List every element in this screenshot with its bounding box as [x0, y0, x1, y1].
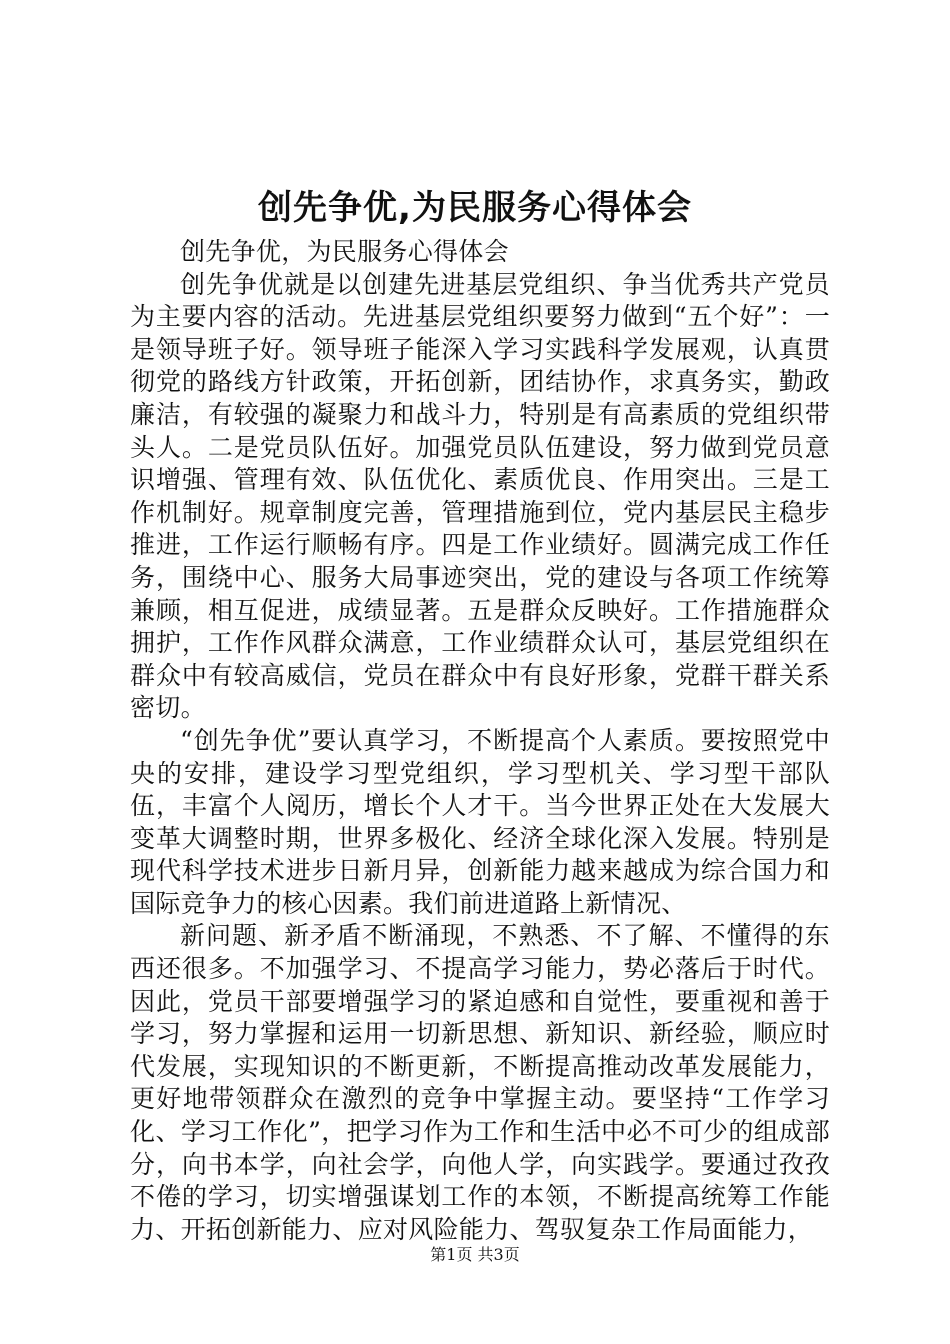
body-paragraph-3: 新问题、新矛盾不断涌现，不熟悉、不了解、不懂得的东西还很多。不加强学习、不提高学习能力，势必落后于时代。因此，党员干部要增强学习的紧迫感和自觉性，要重视和善于学习，努力掌握和运用一切新思想、新知识、新经验，顺应时代发展，实现知识的不断更新，不断提高推动改革发展能力，更好地带领群众在激烈的竞争中掌握主动。要坚持“工作学习化、学习工作化”，把学习作为工作和生活中必不可少的组成部分，向书本学，向社会学，向他人学，向实践学。要通过孜孜不倦的学习，切实增强谋划工作的本领，不断提高统筹工作能力、开拓创新能力、应对风险能力、驾驭复杂工作局面能力， [130, 921, 830, 1244]
body-paragraph-subtitle: 创先争优，为民服务心得体会 [180, 237, 509, 266]
document-title: 创先争优,为民服务心得体会 [258, 188, 692, 228]
body-paragraph-2: “创先争优”要认真学习，不断提高个人素质。要按照党中央的安排，建设学习型党组织，学习型机关、学习型干部队伍，丰富个人阅历，增长个人才干。当今世界正处在大发展大变革大调整时期，世界多极化、经济全球化深入发展。特别是现代科学技术进步日新月异，创新能力越来越成为综合国力和国际竞争力的核心因素。我们前进道路上新情况、 [130, 725, 830, 918]
body-paragraph-1: 创先争优就是以创建先进基层党组织、争当优秀共产党员为主要内容的活动。先进基层党组织要努力做到“五个好”：一是领导班子好。领导班子能深入学习实践科学发展观，认真贯彻党的路线方针政策，开拓创新，团结协作，求真务实，勤政廉洁，有较强的凝聚力和战斗力，特别是有高素质的党组织带头人。二是党员队伍好。加强党员队伍建设，努力做到党员意识增强、管理有效、队伍优化、素质优良、作用突出。三是工作机制好。规章制度完善，管理措施到位，党内基层民主稳步推进，工作运行顺畅有序。四是工作业绩好。圆满完成工作任务，围绕中心、服务大局事迹突出，党的建设与各项工作统筹兼顾，相互促进，成绩显著。五是群众反映好。工作措施群众拥护，工作作风群众满意，工作业绩群众认可，基层党组织在群众中有较高威信，党员在群众中有良好形象，党群干群关系密切。 [130, 269, 830, 723]
page-number-footer: 第1页 共3页 [430, 1245, 520, 1264]
document-body [130, 236, 830, 1246]
